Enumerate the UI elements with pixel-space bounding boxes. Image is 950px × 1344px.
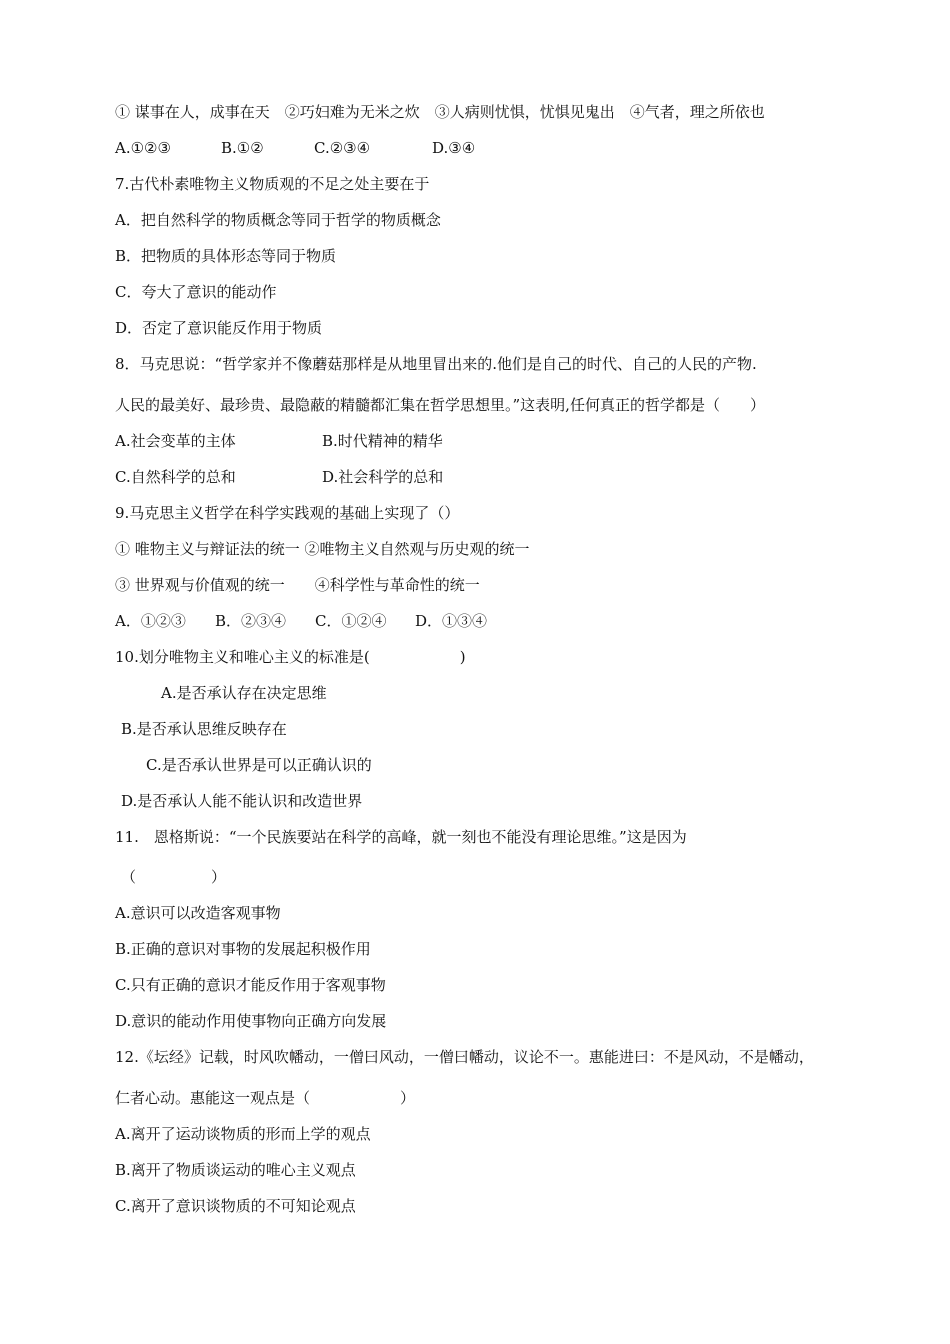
q10-stem: 10.划分唯物主义和唯心主义的标准是( ) [115,648,466,666]
q11-option-a: A.意识可以改造客观事物 [115,904,281,922]
q8-options-row1 [115,431,443,451]
q11-option-c: C.只有正确的意识才能反作用于客观事物 [115,976,386,994]
q12-option-b: B.离开了物质谈运动的唯心主义观点 [115,1161,356,1179]
q6-items: ① 谋事在人，成事在天 ②巧妇难为无米之炊 ③人病则忧惧，忧惧见鬼出 ④气者，理之所依也 [115,103,765,121]
q9-items-line2: ③ 世界观与价值观的统一 ④科学性与革命性的统一 [115,576,480,594]
q11-option-d: D.意识的能动作用使事物向正确方向发展 [115,1012,387,1030]
q12-option-c: C.离开了意识谈物质的不可知论观点 [115,1197,356,1215]
q7-option-d: D．否定了意识能反作用于物质 [115,319,323,337]
q6-options [115,138,475,158]
q12-option-a: A.离开了运动谈物质的形而上学的观点 [115,1125,371,1143]
q11-stem-line2: （ ） [121,868,227,886]
q6-option-b: B.①② [221,139,264,157]
q10-option-d: D.是否承认人能不能认识和改造世界 [121,792,363,810]
q12-stem-line1: 12.《坛经》记载，时风吹幡动，一僧曰风动，一僧曰幡动，议论不一。惠能进曰：不是风动，不是幡动， [115,1048,814,1066]
q8-options-row2 [115,467,443,487]
q8-option-a: A.社会变革的主体 [115,432,236,450]
q9-stem: 9.马克思主义哲学在科学实践观的基础上实现了（） [115,504,460,522]
q10-option-a: A.是否承认存在决定思维 [161,684,327,702]
q6-option-d: D.③④ [432,139,476,157]
q8-option-b: B.时代精神的精华 [322,432,443,450]
q9-option-b: B．②③④ [215,612,287,630]
q9-option-c: C．①②④ [315,612,387,630]
q8-stem-line2: 人民的最美好、最珍贵、最隐蔽的精髓都汇集在哲学思想里。”这表明,任何真正的哲学都是（ ） [115,396,765,414]
q10-option-c: C.是否承认世界是可以正确认识的 [146,756,372,774]
q7-option-a: A．把自然科学的物质概念等同于哲学的物质概念 [115,211,441,229]
q7-option-c: C．夸大了意识的能动作 [115,283,277,301]
q9-option-d: D．①③④ [415,612,488,630]
q6-option-c: C.②③④ [314,139,371,157]
q12-stem-line2: 仁者心动。惠能这一观点是（ ） [115,1089,416,1107]
q9-items-line1: ① 唯物主义与辩证法的统一 ②唯物主义自然观与历史观的统一 [115,540,530,558]
q9-options [115,611,487,631]
q8-option-c: C.自然科学的总和 [115,468,236,486]
q9-option-a: A．①②③ [115,612,186,630]
q11-option-b: B.正确的意识对事物的发展起积极作用 [115,940,371,958]
q7-stem: 7.古代朴素唯物主义物质观的不足之处主要在于 [115,175,430,193]
q8-stem-line1: 8．马克思说：“哲学家并不像蘑菇那样是从地里冒出来的.他们是自己的时代、自己的人民的产物. [115,355,757,373]
q6-option-a: A.①②③ [115,139,171,157]
q8-option-d: D.社会科学的总和 [322,468,444,486]
q11-stem-line1: 11. 恩格斯说：“一个民族要站在科学的高峰，就一刻也不能没有理论思维。”这是因为 [115,828,687,846]
q7-option-b: B．把物质的具体形态等同于物质 [115,247,337,265]
q10-option-b: B.是否承认思维反映存在 [121,720,287,738]
